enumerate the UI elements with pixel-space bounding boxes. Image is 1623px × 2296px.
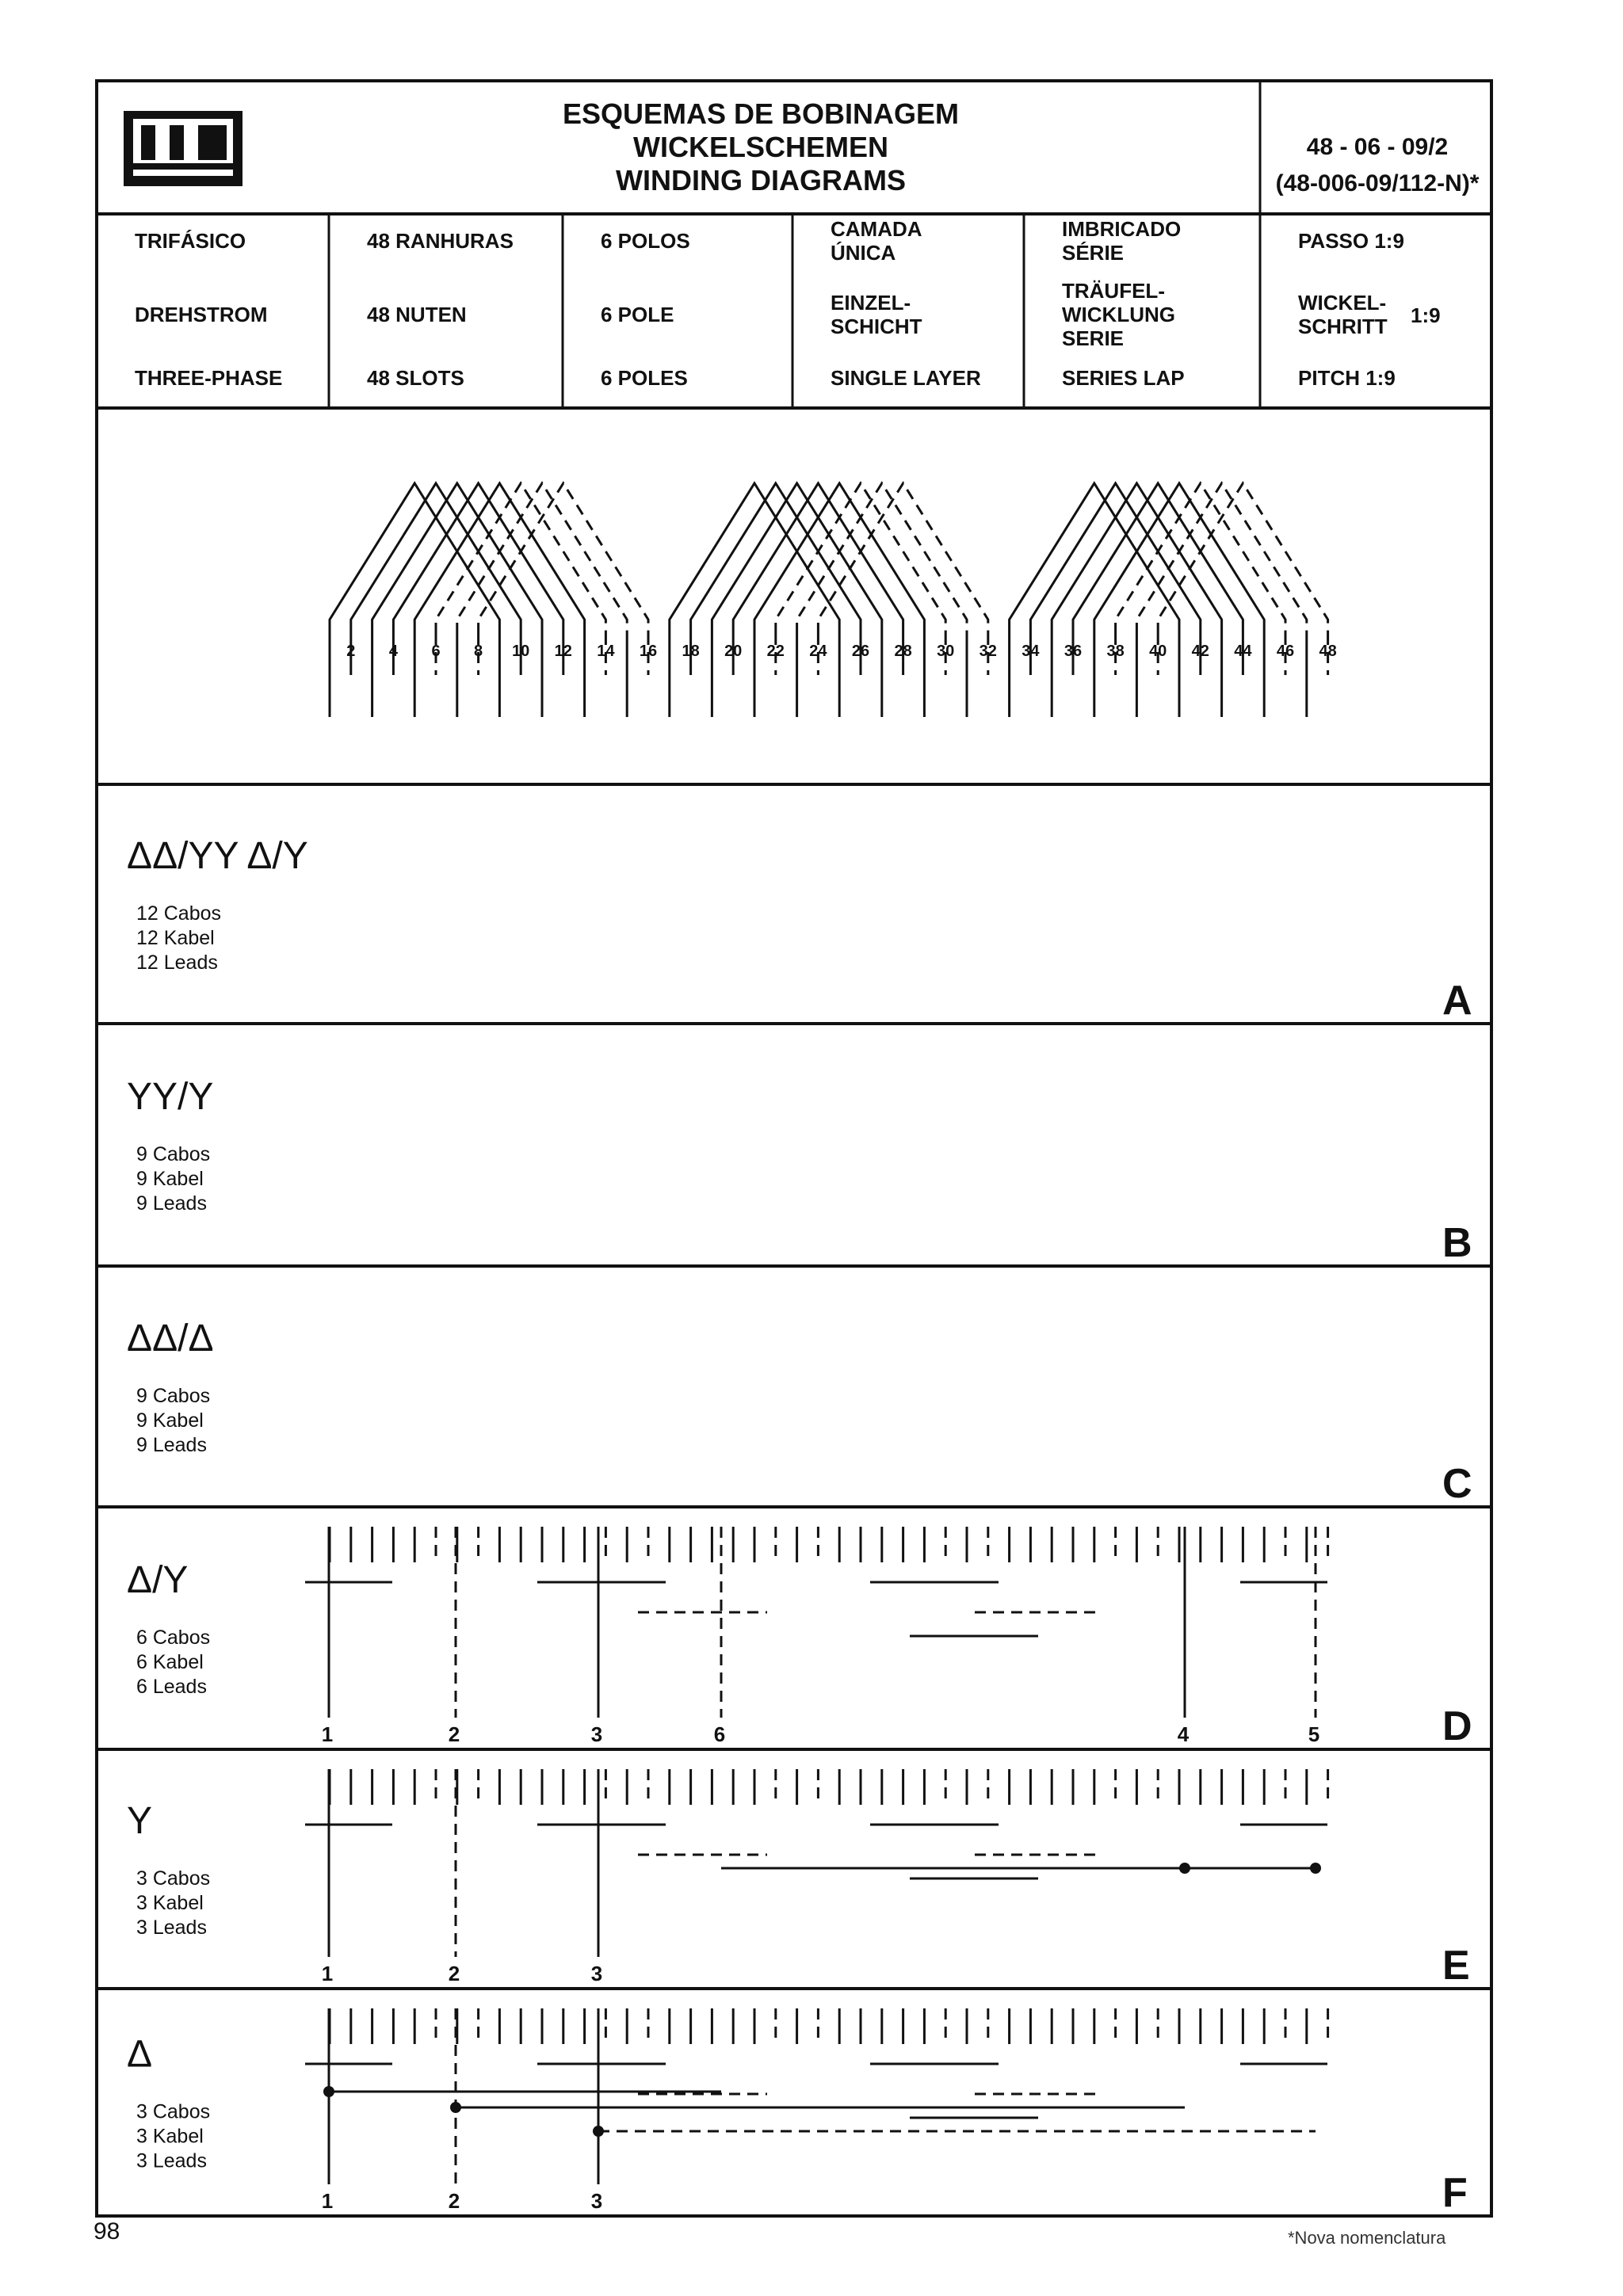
lead-count: 9 Cabos 9 Kabel 9 Leads xyxy=(136,1143,211,1215)
slot-label: 24 xyxy=(809,643,827,660)
terminal-label: 3 xyxy=(590,2189,603,2213)
diagram-title: ESQUEMAS DE BOBINAGEM WICKELSCHEMEN WINDING DIAGRAMS xyxy=(562,97,960,196)
section-letter: A xyxy=(1442,978,1472,1024)
section-letter: F xyxy=(1442,2170,1468,2216)
slot-label: 44 xyxy=(1234,643,1252,660)
connection-symbol: ΥΥ/Υ xyxy=(127,1076,214,1118)
slot-label: 34 xyxy=(1022,643,1040,660)
slot-label: 16 xyxy=(639,643,658,660)
terminal-label: 3 xyxy=(590,1722,603,1746)
weg-logo xyxy=(124,111,242,186)
terminal-label: 2 xyxy=(448,1962,460,1985)
spec-cell: SERIES LAP xyxy=(1062,366,1185,390)
spec-cell: TRÄUFEL-WICKLUNG SERIE xyxy=(1062,279,1175,350)
lead-count: 6 Cabos 6 Kabel 6 Leads xyxy=(136,1627,211,1698)
slot-label: 48 xyxy=(1319,643,1337,660)
connection-symbol: Δ/Υ xyxy=(127,1559,189,1601)
slot-label: 4 xyxy=(388,643,398,660)
star-node xyxy=(1179,1863,1190,1874)
slot-label: 32 xyxy=(979,643,997,660)
slot-label: 18 xyxy=(682,643,700,660)
slot-label: 40 xyxy=(1149,643,1167,660)
spec-cell: IMBRICADO SÉRIE xyxy=(1062,217,1182,265)
connection-symbol: ΔΔ/Δ xyxy=(127,1318,214,1360)
slot-label: 10 xyxy=(512,643,530,660)
terminal-label: 1 xyxy=(321,2189,334,2213)
spec-cell: DREHSTROM xyxy=(135,303,268,326)
slot-label: 2 xyxy=(346,643,356,660)
spec-cell: 48 SLOTS xyxy=(367,366,464,390)
connection-symbol: ΔΔ/ΥΥ Δ/Υ xyxy=(127,835,308,877)
section-letter: D xyxy=(1442,1703,1472,1749)
winding-diagram xyxy=(97,483,1491,784)
slot-label: 36 xyxy=(1064,643,1083,660)
connection-section-C xyxy=(97,1318,1491,1507)
connection-symbol: Δ xyxy=(127,2033,153,2076)
connection-section-A xyxy=(97,835,1491,1024)
spec-cell: PITCH 1:9 xyxy=(1298,366,1396,390)
slot-label: 38 xyxy=(1106,643,1125,660)
slot-label: 6 xyxy=(431,643,441,660)
wickel-ratio: 1:9 xyxy=(1411,303,1441,327)
slot-label: 42 xyxy=(1191,643,1209,660)
terminal-label: 1 xyxy=(321,1722,334,1746)
sheet-frame xyxy=(97,81,1491,2216)
connection-sections xyxy=(97,835,1491,2216)
connection-section-F xyxy=(127,2008,1468,2216)
spec-cell: TRIFÁSICO xyxy=(135,229,246,253)
spec-table xyxy=(97,214,1491,408)
delta-node xyxy=(323,2086,334,2097)
slot-label: 12 xyxy=(554,643,572,660)
spec-cell: 6 POLE xyxy=(601,303,674,326)
spec-cell: 48 NUTEN xyxy=(367,303,467,326)
connection-symbol: Υ xyxy=(127,1800,153,1842)
lead-count: 3 Cabos 3 Kabel 3 Leads xyxy=(136,2100,211,2172)
spec-cell: EINZEL-SCHICHT xyxy=(831,291,922,338)
spec-cell: 48 RANHURAS xyxy=(367,229,514,253)
spec-cell: CAMADA ÚNICA xyxy=(831,217,922,265)
terminal-label: 1 xyxy=(321,1962,334,1985)
footnote: *Nova nomenclatura xyxy=(1288,2228,1446,2248)
terminal-label: 2 xyxy=(448,1722,460,1746)
connection-section-D xyxy=(97,1527,1491,1749)
spec-cell: PASSO 1:9 xyxy=(1298,229,1404,253)
slot-label: 8 xyxy=(474,643,483,660)
section-letter: E xyxy=(1442,1943,1470,1989)
slot-label: 20 xyxy=(724,643,743,660)
spec-cell: THREE-PHASE xyxy=(135,366,283,390)
spec-cell: 6 POLOS xyxy=(601,229,690,253)
spec-cell: 6 POLES xyxy=(601,366,688,390)
terminal-label: 2 xyxy=(448,2189,460,2213)
terminal-label: 5 xyxy=(1308,1722,1320,1746)
terminal-label: 6 xyxy=(713,1722,726,1746)
connection-section-B xyxy=(97,1076,1491,1266)
lead-count: 9 Cabos 9 Kabel 9 Leads xyxy=(136,1385,211,1456)
page-number: 98 xyxy=(94,2218,120,2245)
header xyxy=(97,81,1491,214)
delta-node xyxy=(593,2126,604,2137)
section-letter: C xyxy=(1442,1461,1472,1507)
slot-label: 22 xyxy=(766,643,785,660)
delta-node xyxy=(450,2102,461,2113)
lead-count: 3 Cabos 3 Kabel 3 Leads xyxy=(136,1867,211,1939)
terminal-label: 3 xyxy=(590,1962,603,1985)
spec-cell: SINGLE LAYER xyxy=(831,366,981,390)
slot-label: 26 xyxy=(851,643,870,660)
connection-section-E xyxy=(97,1769,1491,1989)
slot-label: 28 xyxy=(894,643,912,660)
lead-count: 12 Cabos 12 Kabel 12 Leads xyxy=(136,902,222,974)
spec-cell: WICKEL-SCHRITT xyxy=(1298,291,1388,338)
slot-label: 30 xyxy=(937,643,955,660)
section-letter: B xyxy=(1442,1220,1472,1266)
slot-label: 14 xyxy=(597,643,615,660)
slot-label: 46 xyxy=(1276,643,1295,660)
terminal-label: 4 xyxy=(1177,1722,1190,1746)
diagram-code: 48 - 06 - 09/2 (48-006-09/112-N)* xyxy=(1275,134,1480,196)
star-node xyxy=(1310,1863,1321,1874)
